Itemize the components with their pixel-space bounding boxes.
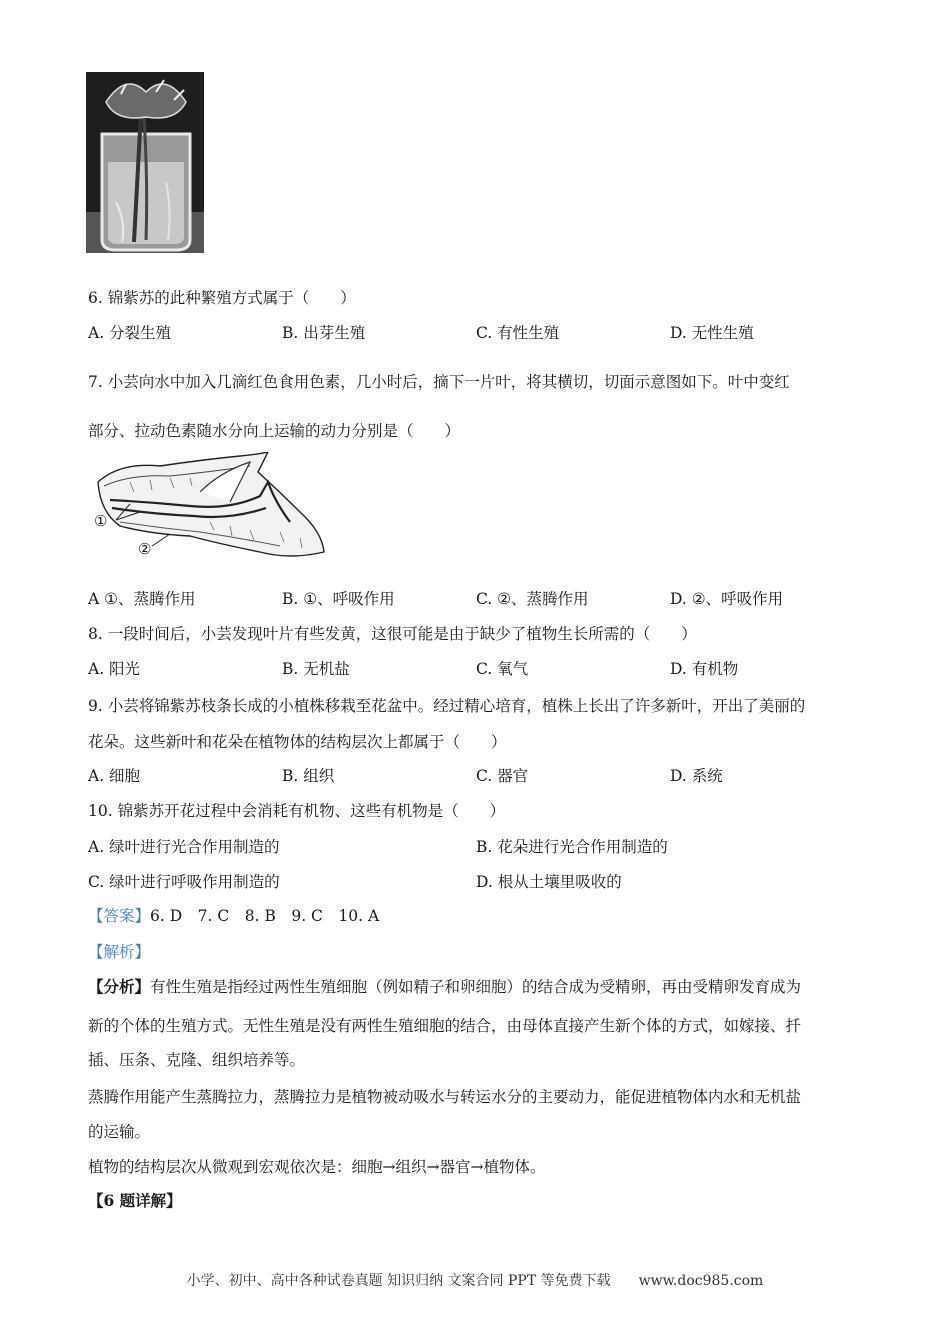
answer-text: 6. D 7. C 8. B 9. C 10. A [150, 907, 380, 925]
q8-option-a: A. 阳光 [88, 660, 141, 678]
label-2: ② [138, 540, 152, 558]
analysis-para2-line2: 的运输。 [88, 1123, 151, 1141]
q10-stem: 10. 锦紫苏开花过程中会消耗有机物、这些有机物是（ ） [88, 802, 506, 820]
analysis-para2-line1: 蒸腾作用能产生蒸腾拉力，蒸腾拉力是植物被动吸水与转运水分的主要动力，能促进植物体内水和无机盐 [88, 1088, 802, 1106]
q9-stem-line2: 花朵。这些新叶和花朵在植物体的结构层次上都属于（ ） [88, 733, 507, 751]
q7-stem-line1: 7. 小芸向水中加入几滴红色食用色素，几小时后，摘下一片叶，将其横切，切面示意图如下。叶中变红 [88, 373, 790, 391]
leaf-cross-section-diagram [90, 452, 328, 564]
q9-option-c: C. 器官 [476, 767, 529, 785]
answer-label: 【答案】 [88, 907, 151, 925]
label-1: ① [94, 512, 108, 530]
q10-option-a: A. 绿叶进行光合作用制造的 [88, 838, 280, 856]
page-footer: 小学、初中、高中各种试卷真题 知识归纳 文案合同 PPT 等免费下载 www.doc985.com [186, 1273, 764, 1289]
q9-stem-line1: 9. 小芸将锦紫苏枝条长成的小植株移栽至花盆中。经过精心培育，植株上长出了许多新叶，开出了美丽的 [88, 697, 806, 715]
q7-option-d: D. ②、呼吸作用 [670, 590, 784, 608]
analysis-para3: 植物的结构层次从微观到宏观依次是：细胞→组织→器官→植物体。 [88, 1158, 546, 1176]
answer-line [88, 904, 379, 926]
q9-option-a: A. 细胞 [88, 767, 141, 785]
analysis-para1-line1 [88, 975, 801, 997]
q7-stem-line2: 部分、拉动色素随水分向上运输的动力分别是（ ） [88, 422, 461, 440]
q8-option-c: C. 氧气 [476, 660, 529, 678]
analysis-label: 【解析】 [88, 943, 151, 961]
q8-option-b: B. 无机盐 [282, 660, 350, 678]
analysis-para1-line3: 插、压条、克隆、组织培养等。 [88, 1051, 306, 1069]
analysis-para1-line2: 新的个体的生殖方式。无性生殖是没有两性生殖细胞的结合，由母体直接产生新个体的方式，如嫁接、扦 [88, 1017, 802, 1035]
q9-option-b: B. 组织 [282, 767, 335, 785]
analysis-fenxi-label: 【分析】 [88, 977, 151, 996]
q6-stem: 6. 锦紫苏的此种繁殖方式属于（ ） [88, 289, 356, 307]
q10-option-c: C. 绿叶进行呼吸作用制造的 [88, 873, 280, 891]
q8-option-d: D. 有机物 [670, 660, 739, 678]
q10-option-b: B. 花朵进行光合作用制造的 [476, 838, 668, 856]
q6-option-d: D. 无性生殖 [670, 324, 754, 342]
q6-option-a: A. 分裂生殖 [88, 324, 172, 342]
q8-stem: 8. 一段时间后，小芸发现叶片有些发黄，这很可能是由于缺少了植物生长所需的（ ） [88, 625, 697, 643]
q6-option-c: C. 有性生殖 [476, 324, 560, 342]
detail-6-label: 【6 题详解】 [88, 1191, 182, 1210]
analysis-para1-text: 有性生殖是指经过两性生殖细胞（例如精子和卵细胞）的结合成为受精卵，再由受精卵发育成为 [150, 978, 802, 996]
q7-option-a: A ①、蒸腾作用 [88, 590, 196, 608]
q9-option-d: D. 系统 [670, 767, 723, 785]
q6-option-b: B. 出芽生殖 [282, 324, 366, 342]
q7-option-b: B. ①、呼吸作用 [282, 590, 395, 608]
q7-option-c: C. ②、蒸腾作用 [476, 590, 589, 608]
plant-cutting-photo [86, 72, 204, 253]
q10-option-d: D. 根从土壤里吸收的 [476, 873, 622, 891]
